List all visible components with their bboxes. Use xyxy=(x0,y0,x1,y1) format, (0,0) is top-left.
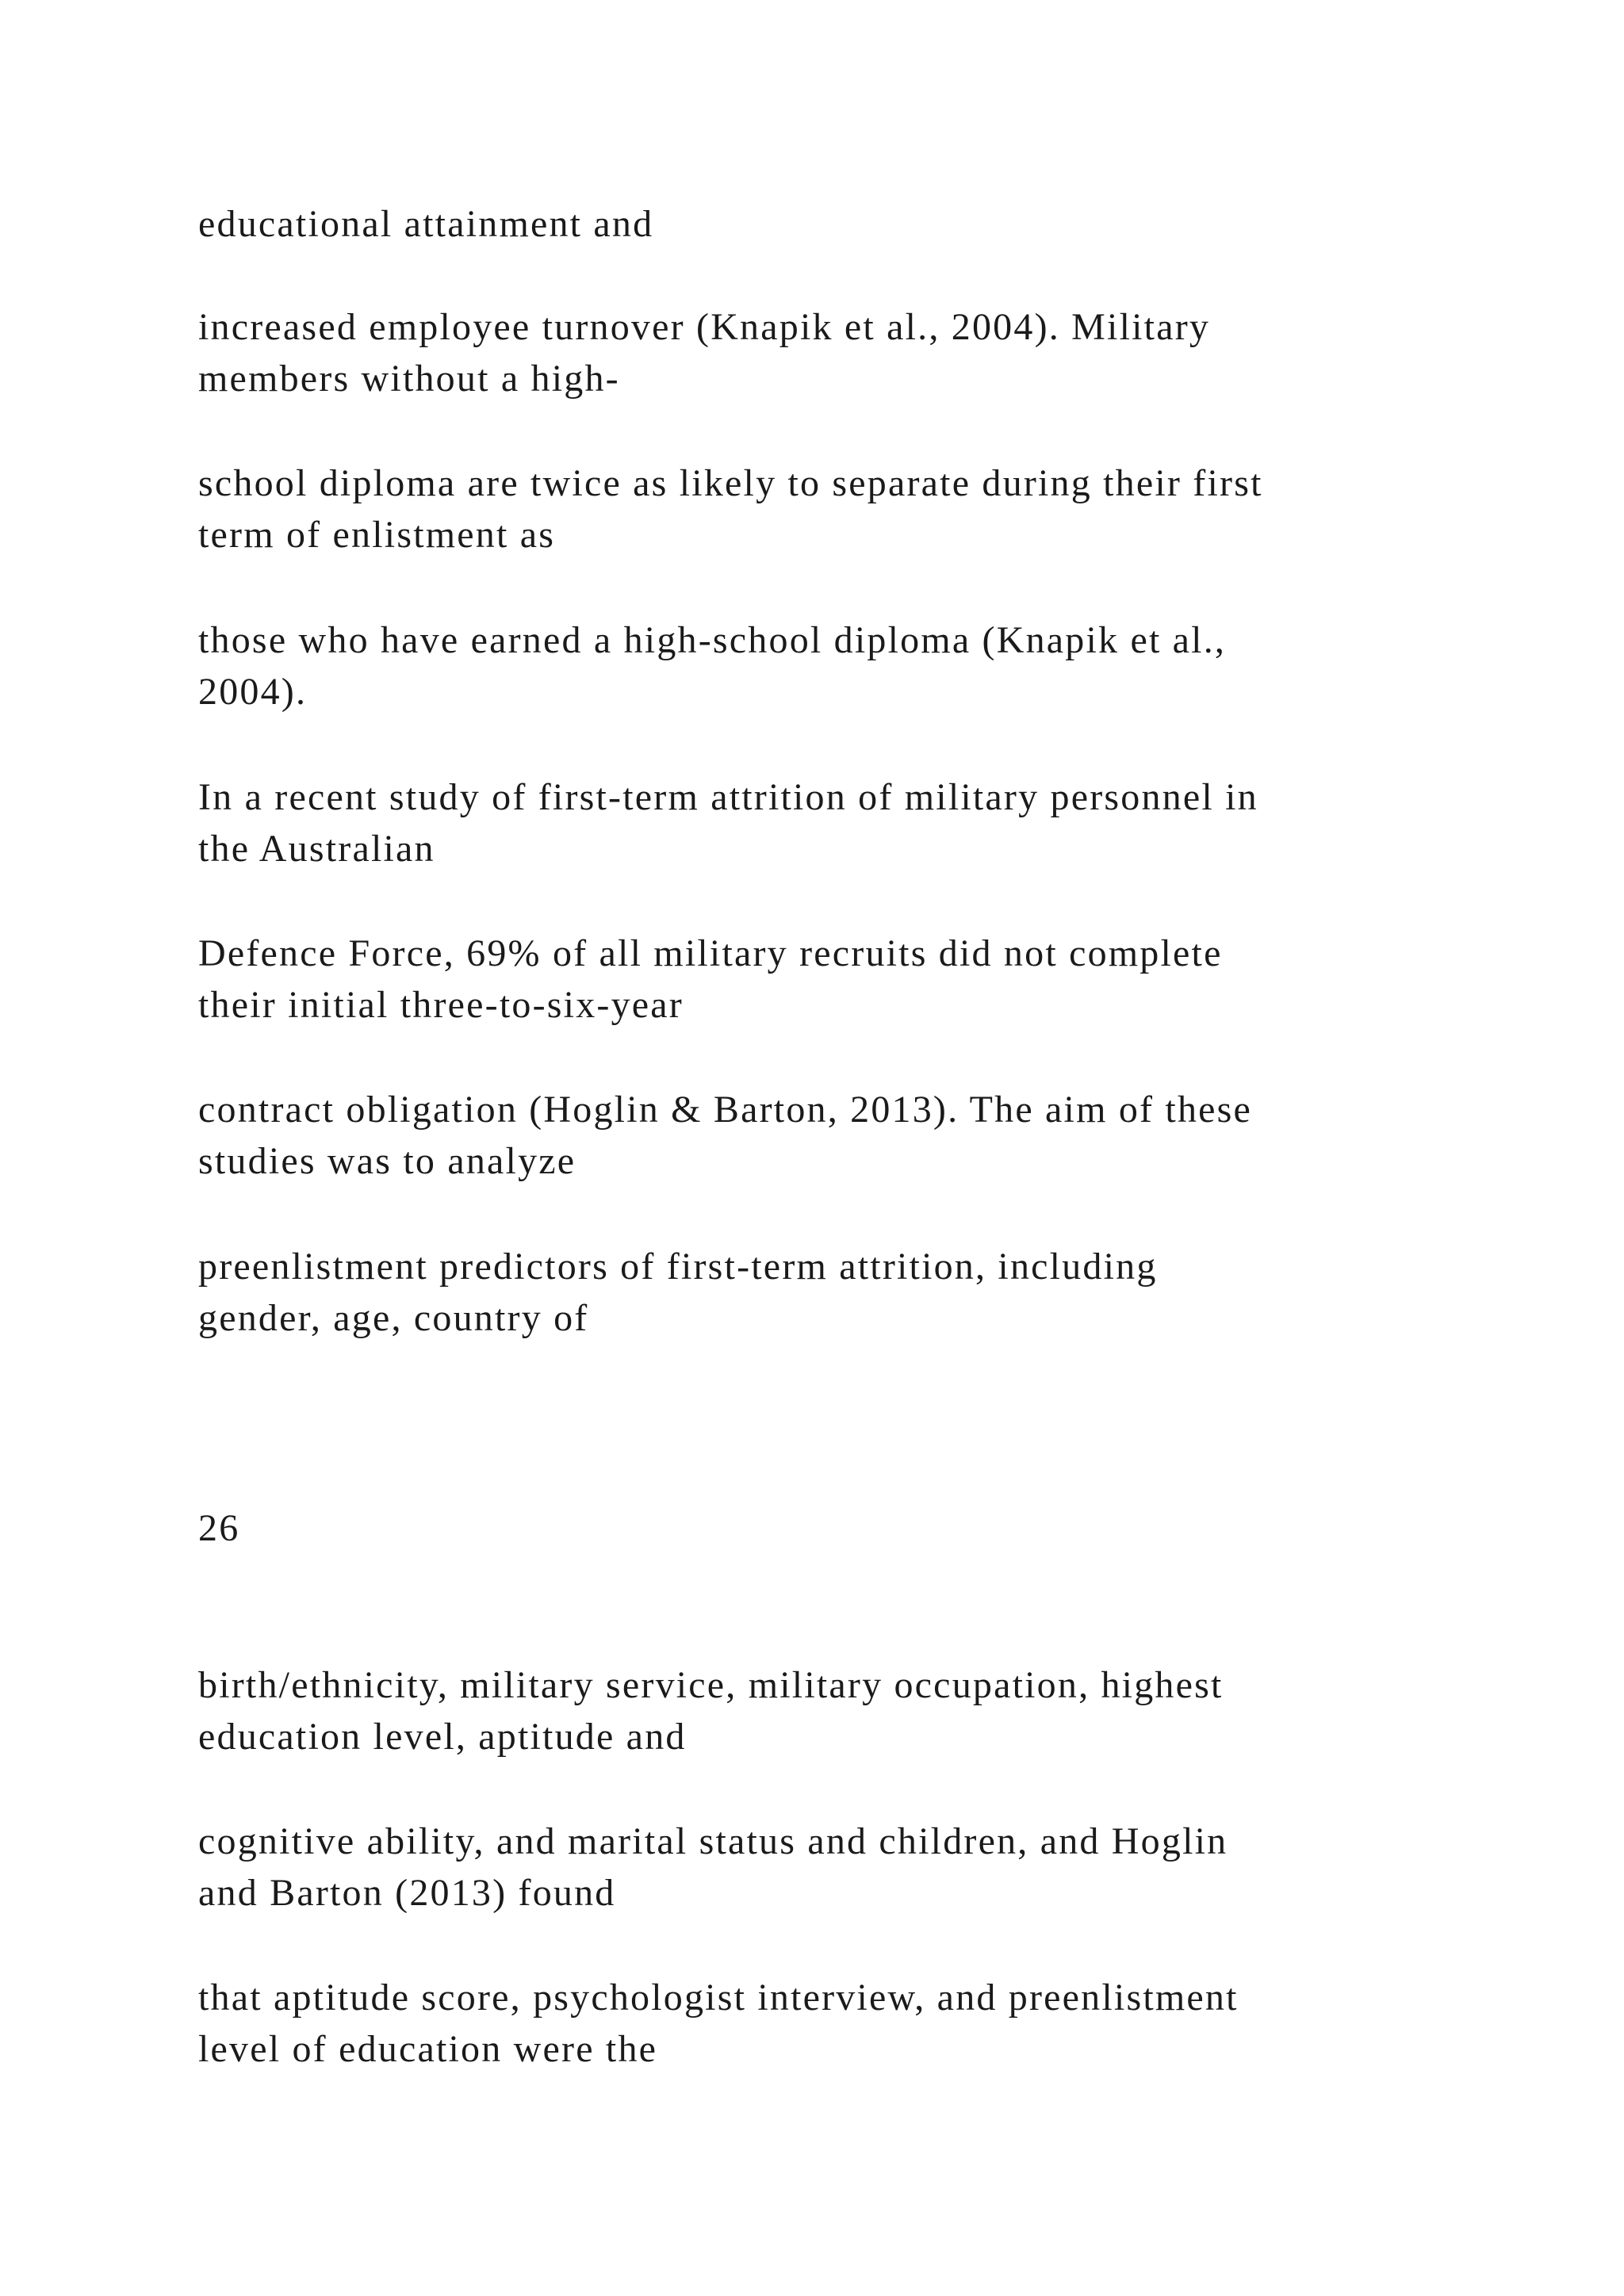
text-line: increased employee turnover (Knapik et al., 2004). Military xyxy=(198,306,1211,348)
text-line: studies was to analyze xyxy=(198,1140,576,1182)
paragraph-11 xyxy=(198,1972,1467,2075)
paragraph-9 xyxy=(198,1659,1467,1762)
paragraph-4 xyxy=(198,614,1467,718)
paragraph-1 xyxy=(198,198,1467,250)
text-line: the Australian xyxy=(198,828,435,870)
page-number-text: 26 xyxy=(198,1507,240,1549)
paragraph-5 xyxy=(198,771,1467,874)
text-line: cognitive ability, and marital status and children, and Hoglin xyxy=(198,1820,1228,1862)
text-line: those who have earned a high-school diploma (Knapik et al., xyxy=(198,619,1227,661)
text-line: and Barton (2013) found xyxy=(198,1872,616,1914)
paragraph-10 xyxy=(198,1816,1467,1919)
text-line: In a recent study of first-term attrition of military personnel in xyxy=(198,776,1258,818)
text-line: their initial three-to-six-year xyxy=(198,984,684,1026)
text-line: birth/ethnicity, military service, military occupation, highest xyxy=(198,1664,1224,1706)
paragraph-7 xyxy=(198,1084,1467,1187)
text-line: education level, aptitude and xyxy=(198,1716,687,1758)
text-line: educational attainment and xyxy=(198,203,654,245)
text-line: members without a high- xyxy=(198,358,620,400)
text-line: contract obligation (Hoglin & Barton, 2013). The aim of these xyxy=(198,1089,1253,1131)
text-line: that aptitude score, psychologist interview, and preenlistment xyxy=(198,1976,1239,2019)
text-line: term of enlistment as xyxy=(198,514,556,556)
text-line: gender, age, country of xyxy=(198,1297,589,1339)
text-line: Defence Force, 69% of all military recruits did not complete xyxy=(198,932,1223,974)
text-line: level of education were the xyxy=(198,2028,658,2070)
paragraph-2 xyxy=(198,301,1467,404)
text-line: preenlistment predictors of first-term attrition, including xyxy=(198,1246,1158,1288)
page-number xyxy=(198,1502,1467,1554)
paragraph-3 xyxy=(198,457,1467,561)
text-line: school diploma are twice as likely to separate during their first xyxy=(198,462,1263,504)
text-line: 2004). xyxy=(198,671,308,713)
paragraph-8 xyxy=(198,1241,1467,1344)
paragraph-6 xyxy=(198,928,1467,1031)
